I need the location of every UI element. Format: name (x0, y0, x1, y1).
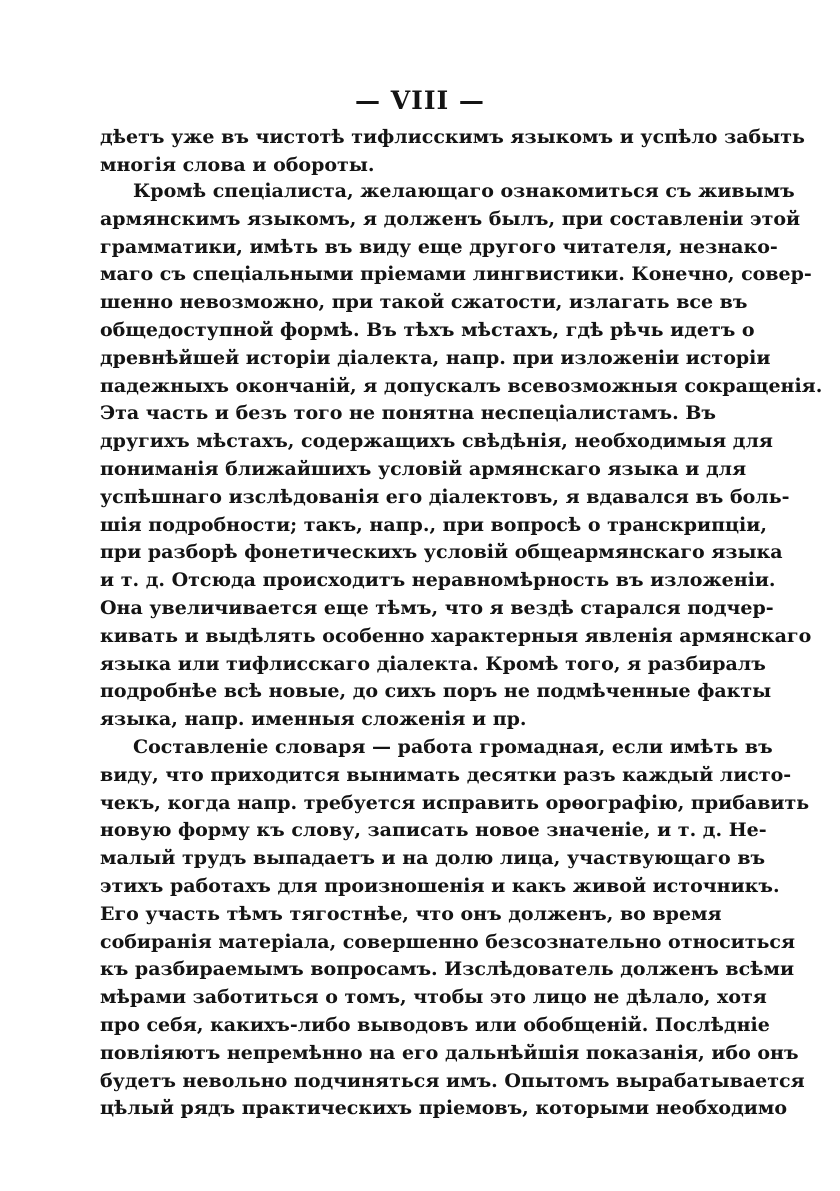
text-line: многія слова и обороты. (100, 153, 375, 176)
text-line: пониманія ближайшихъ условій армянскаго языка и для (100, 457, 747, 480)
text-line: древнѣйшей исторіи діалекта, напр. при изложеніи исторіи (100, 346, 771, 369)
text-line: Его участь тѣмъ тягостнѣе, что онъ долженъ, во время (100, 902, 722, 925)
text-line: общедоступной формѣ. Въ тѣхъ мѣстахъ, гдѣ рѣчь идетъ о (100, 318, 755, 341)
text-line: малый трудъ выпадаетъ и на долю лица, участвующаго въ (100, 847, 766, 870)
text-line: виду, что приходится вынимать десятки разъ каждый листо- (100, 763, 792, 786)
text-line: маго съ спеціальными пріемами лингвистики. Конечно, совер- (100, 263, 812, 286)
text-line: кивать и выдѣлять особенно характерныя явленія армянскаго (100, 624, 812, 647)
text-line: повліяютъ непремѣнно на его дальнѣйшія показанія, ибо онъ (100, 1041, 799, 1064)
text-line: и т. д. Отсюда происходитъ неравномѣрность въ изложеніи. (100, 569, 776, 592)
text-line: армянскимъ языкомъ, я долженъ былъ, при составленіи этой (100, 207, 801, 230)
text-line: новую форму къ слову, записать новое значеніе, и т. д. Не- (100, 819, 767, 842)
text-line: при разборѣ фонетическихъ условій общеармянскаго языка (100, 541, 783, 564)
text-line: мѣрами заботиться о томъ, чтобы это лицо не дѣлало, хотя (100, 986, 767, 1009)
text-line: этихъ работахъ для произношенія и какъ живой источникъ. (100, 874, 780, 897)
text-line: про себя, какихъ-либо выводовъ или обобщеній. Послѣдніе (100, 1013, 770, 1036)
text-line: дѣетъ уже въ чистотѣ тифлисскимъ языкомъ и успѣло забыть (100, 126, 805, 148)
text-line: падежныхъ окончаній, я допускалъ всевозможныя сокращенія. (100, 374, 823, 397)
paragraph (100, 178, 823, 734)
text-line: шія подробности; такъ, напр., при вопросѣ о транскрипціи, (100, 513, 767, 536)
text-line: шенно невозможно, при такой сжатости, излагать все въ (100, 291, 748, 314)
text-line: Эта часть и безъ того не понятна неспеціалистамъ. Въ (100, 402, 716, 425)
text-line: языка или тифлисскаго діалекта. Кромѣ того, я разбиралъ (100, 652, 766, 675)
text-line: другихъ мѣстахъ, содержащихъ свѣдѣнія, необходимыя для (100, 430, 773, 453)
text-line: Составленіе словаря — работа громадная, если имѣть въ (133, 736, 773, 758)
page-number: — VIII — (355, 86, 485, 115)
text-line: Кромѣ спеціалиста, желающаго ознакомиться съ живымъ (133, 180, 795, 202)
paragraph (100, 734, 810, 1123)
text-line: къ разбираемымъ вопросамъ. Изслѣдователь долженъ всѣми (100, 958, 795, 981)
text-line: собиранія матеріала, совершенно безсознательно относиться (100, 930, 796, 953)
text-line: подробнѣе всѣ новые, до сихъ поръ не подмѣченные факты (100, 680, 772, 703)
text-line: чекъ, когда напр. требуется исправить орѳографію, прибавить (100, 791, 810, 814)
paragraph-continuation (100, 124, 805, 180)
text-line: грамматики, имѣть въ виду еще другого читателя, незнако- (100, 235, 778, 258)
text-line: цѣлый рядъ практическихъ пріемовъ, которыми необходимо (100, 1097, 788, 1120)
text-line: Она увеличивается еще тѣмъ, что я вездѣ старался подчер- (100, 596, 774, 619)
text-line: успѣшнаго изслѣдованія его діалектовъ, я вдавался въ боль- (100, 485, 790, 508)
text-line: языка, напр. именныя сложенія и пр. (100, 708, 527, 731)
text-line: будетъ невольно подчиняться имъ. Опытомъ вырабатывается (100, 1069, 805, 1092)
